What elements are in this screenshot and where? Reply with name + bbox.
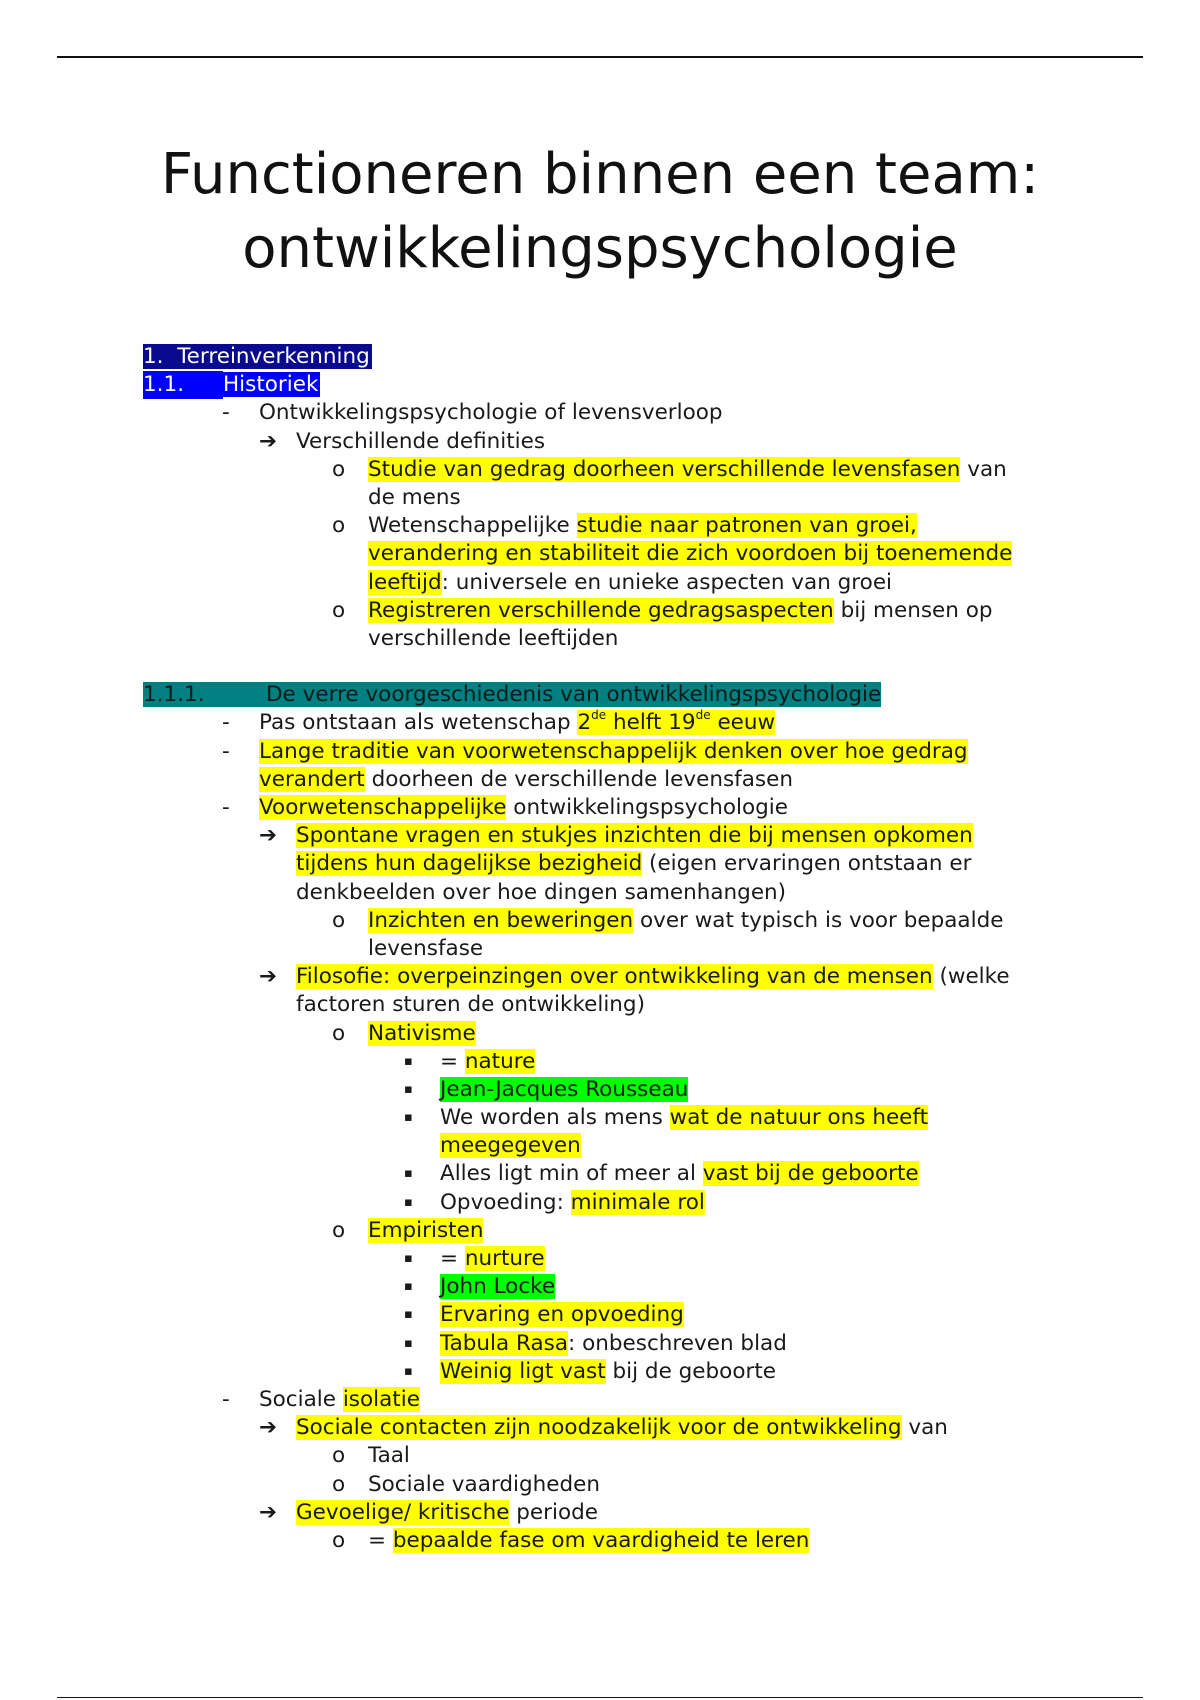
heading-1 [0,343,1200,371]
list-item: o Wetenschappelijke studie naar patronen van groei, [0,512,1200,540]
list-item: - Voorwetenschappelijke ontwikkelingspsychologie [0,794,1200,822]
list-item-continuation: verandert doorheen de verschillende levensfasen [259,766,793,792]
square-bullet: ▪ [404,1335,413,1351]
circle-bullet: o [332,1020,346,1046]
list-item: ▪ Ervaring en opvoeding [0,1301,1200,1329]
title-line-1: Functioneren binnen een team: [160,142,1040,207]
arrow-icon: ➔ [259,823,278,849]
list-item-continuation: denkbeelden over hoe dingen samenhangen) [296,879,787,905]
dash-bullet: - [222,1386,230,1412]
list-item-continuation: meegegeven [440,1133,581,1159]
dash-bullet: - [222,795,230,820]
list-item: ➔ Sociale contacten zijn noodzakelijk voor de ontwikkeling van [0,1414,1200,1442]
list-item: o Empiristen [0,1217,1200,1245]
list-item-continuation: verandering en stabiliteit die zich voordoen bij toenemende [368,541,1013,567]
heading-1-1-1-number: 1.1.1. [143,682,205,708]
title-line-2: ontwikkelingspsychologie [242,216,958,281]
list-item: o = bepaalde fase om vaardigheid te leren [0,1527,1200,1555]
list-item: ▪ Jean-Jacques Rousseau [0,1076,1200,1104]
square-bullet: ▪ [404,1363,413,1379]
list-item: o Nativisme [0,1020,1200,1048]
square-bullet: ▪ [404,1053,413,1069]
heading-1-1-title: Historiek [223,372,319,398]
heading-1-1-1 [0,681,1200,709]
circle-bullet: o [332,597,346,623]
square-bullet: ▪ [404,1194,413,1210]
arrow-icon: ➔ [259,428,278,454]
arrow-icon: ➔ [259,964,278,990]
list-item: o Taal [0,1442,1200,1470]
document-title [0,138,1200,286]
list-item-continuation: tijdens hun dagelijkse bezigheid (eigen ervaringen ontstaan er [296,851,972,877]
circle-bullet: o [332,1471,346,1497]
heading-1-1-1-title: De verre voorgeschiedenis van ontwikkelingspsychologie [266,682,882,708]
list-item: - Lange traditie van voorwetenschappelijk denken over hoe gedrag [0,738,1200,766]
list-item: ➔ Verschillende definities [0,428,1200,456]
square-bullet: ▪ [404,1081,413,1097]
square-bullet: ▪ [404,1307,413,1323]
list-item-continuation: de mens [368,484,461,510]
list-item: ➔ Spontane vragen en stukjes inzichten die bij mensen opkomen [0,822,1200,850]
top-rule [57,56,1143,58]
square-bullet: ▪ [404,1251,413,1266]
list-item: ▪ We worden als mens wat de natuur ons heeft [0,1104,1200,1132]
list-item: ▪ John Locke [0,1273,1200,1301]
spacer [0,653,1200,681]
list-item: ▪ = nurture [0,1245,1200,1273]
heading-1-title: Terreinverkenning [177,344,370,369]
list-item: o Sociale vaardigheden [0,1471,1200,1499]
square-bullet: ▪ [404,1279,413,1295]
list-item-continuation: levensfase [368,935,484,961]
arrow-icon: ➔ [259,1415,278,1441]
bottom-rule [57,1697,1143,1698]
circle-bullet: o [332,513,346,539]
heading-1-1-number: 1.1. [143,371,223,399]
heading-1-1 [0,371,1200,399]
list-item-continuation: verschillende leeftijden [368,625,619,651]
list-item-continuation: factoren sturen de ontwikkeling) [296,992,645,1018]
dash-bullet: - [222,710,230,736]
list-item: ▪ Tabula Rasa: onbeschreven blad [0,1330,1200,1358]
list-item: o Studie van gedrag doorheen verschillende levensfasen van [0,456,1200,484]
list-item: o Registreren verschillende gedragsaspecten bij mensen op [0,597,1200,625]
list-item: - Pas ontstaan als wetenschap 2de helft 19de eeuw [0,709,1200,737]
circle-bullet: o [332,1527,346,1553]
list-item: ▪ = nature [0,1048,1200,1076]
dash-bullet: - [222,400,230,426]
circle-bullet: o [332,1217,346,1243]
list-item: o Inzichten en beweringen over wat typisch is voor bepaalde [0,907,1200,935]
list-item: ➔ Gevoelige/ kritische periode [0,1499,1200,1527]
circle-bullet: o [332,456,346,482]
square-bullet: ▪ [404,1166,413,1182]
list-item: ▪ Weinig ligt vast bij de geboorte [0,1358,1200,1386]
heading-1-number: 1. [143,344,164,369]
list-item: ▪ Alles ligt min of meer al vast bij de geboorte [0,1160,1200,1188]
list-item: ▪ Opvoeding: minimale rol [0,1189,1200,1217]
dash-bullet: - [222,738,230,764]
arrow-icon: ➔ [259,1499,278,1525]
list-item: - Ontwikkelingspsychologie of levensverloop [0,399,1200,427]
square-bullet: ▪ [404,1110,413,1126]
list-item: - Sociale isolatie [0,1386,1200,1414]
list-item-continuation: leeftijd: universele en unieke aspecten van groei [368,569,893,595]
list-item: ➔ Filosofie: overpeinzingen over ontwikkeling van de mensen (welke [0,963,1200,991]
circle-bullet: o [332,1443,346,1469]
circle-bullet: o [332,907,346,933]
document-body [0,343,1200,1555]
